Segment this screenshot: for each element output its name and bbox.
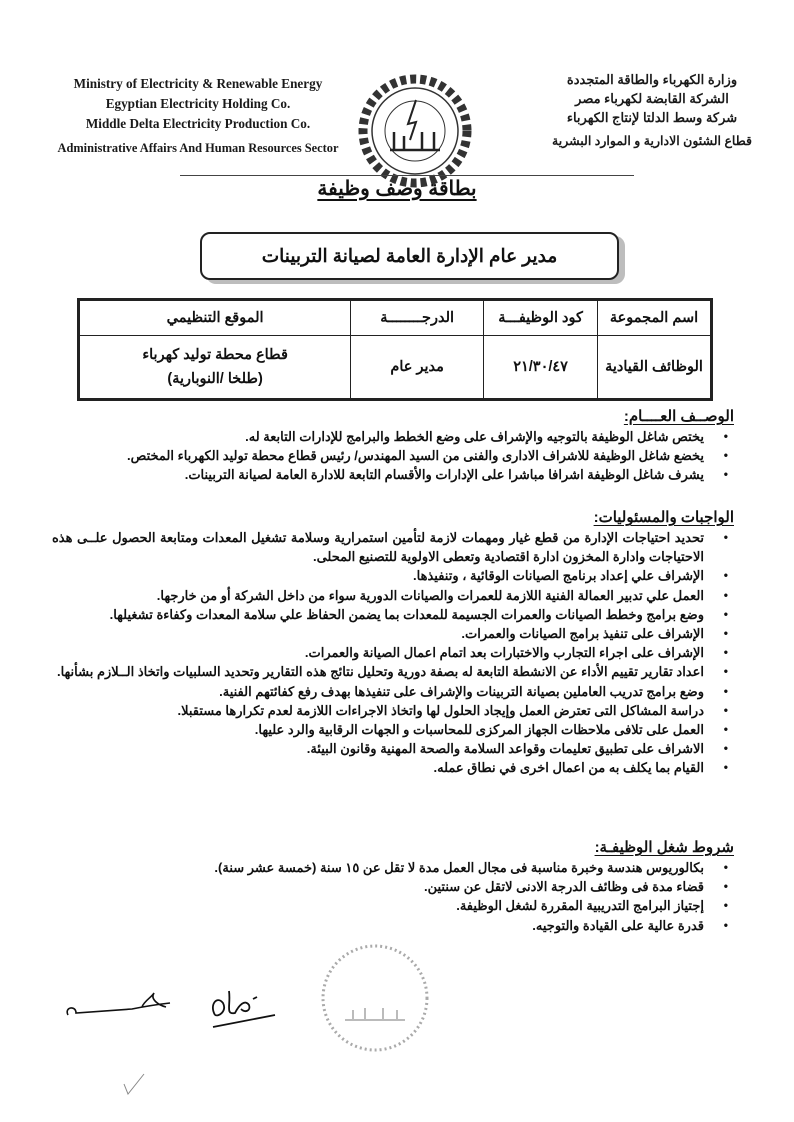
requirements-title: شروط شغل الوظيفـة:: [594, 839, 734, 856]
signature-1-icon: [62, 985, 182, 1025]
sector-name-ar: قطاع الشئون الادارية و الموارد البشرية: [552, 134, 752, 148]
requirements-section: [52, 838, 734, 935]
job-info-table: [77, 298, 713, 401]
location-line-1: قطاع محطة توليد كهرباء: [142, 347, 288, 363]
list-item: • العمل على تلافى ملاحظات الجهاز المركزى للمحاسبات و الجهات الرقابية والرد عليها.: [52, 720, 714, 739]
list-item: • إجتياز البرامج التدريبية المقررة لشغل الوظيفة.: [52, 896, 714, 915]
header-grade: الدرجــــــــة: [351, 300, 484, 336]
duties-title: الواجبات والمسئوليات:: [593, 509, 734, 526]
header-job-code: كود الوظيفـــة: [484, 300, 598, 336]
ministry-name-ar: وزارة الكهرباء والطاقة المتجددة: [566, 72, 738, 87]
list-item: • يشرف شاغل الوظيفة اشرافا مباشرا على الإدارات والأقسام التابعة للادارة العامة لصيانة التربينات.: [52, 465, 714, 484]
requirements-list: [52, 858, 734, 935]
cell-job-code: ٢١/٣٠/٤٧: [484, 336, 598, 400]
signature-2-icon: [205, 985, 285, 1035]
list-item: • القيام بما يكلف به من اعمال اخرى في نطاق عمله.: [52, 758, 714, 777]
holding-company-ar: الشركة القابضة لكهرباء مصر: [575, 91, 729, 106]
job-title-box: [200, 232, 619, 280]
list-item: • الإشراف علي إعداد برنامج الصيانات الوقائية ، وتنفيذها.: [52, 566, 714, 585]
official-stamp-icon: [305, 940, 445, 1060]
list-item: • يختص شاغل الوظيفة بالتوجيه والإشراف على وضع الخطط والبرامج للإدارات التابعة له.: [52, 427, 714, 446]
list-item: • الإشراف على اجراء التجارب والاختبارات بعد اتمام اعمال الصيانة والعمرات.: [52, 643, 714, 662]
list-item: • قدرة عالية على القيادة والتوجيه.: [52, 916, 714, 935]
check-mark-icon: [120, 1070, 150, 1100]
company-logo-icon: [356, 72, 474, 190]
ministry-name-en: Ministry of Electricity & Renewable Energy: [73, 76, 323, 91]
list-item: • قضاء مدة فى وظائف الدرجة الادنى لاتقل عن سنتين.: [52, 877, 714, 896]
list-item: • وضع برامج تدريب العاملين بصيانة التربينات والإشراف على تنفيذها بهدف رفع كفائتهم الفنية.: [52, 682, 714, 701]
table-row: [79, 336, 712, 400]
list-item: • الاشراف على تطبيق تعليمات وقواعد السلامة والصحة المهنية وقانون البيئة.: [52, 739, 714, 758]
list-item: • الإشراف على تنفيذ برامج الصيانات والعمرات.: [52, 624, 714, 643]
general-description-section: [52, 407, 734, 485]
cell-grade: مدير عام: [351, 336, 484, 400]
table-header-row: [79, 300, 712, 336]
header-english: [48, 74, 348, 158]
general-description-title: الوصــف العــــام:: [623, 408, 734, 425]
list-item: • تحديد احتياجات الإدارة من قطع غيار ومهمات لازمة لتأمين استمرارية وسلامة تشغيل المعدات ومتابعة الحصول علــى هذه الاحتياجات وادارة المخزون ادارة اقتصادية وتعطى الاولوية للتصنيع المحلى.: [52, 528, 714, 566]
holding-company-en: Egyptian Electricity Holding Co.: [105, 96, 291, 111]
job-title: مدير عام الإدارة العامة لصيانة التربينات: [261, 245, 558, 266]
duties-section: [52, 508, 734, 778]
list-item: • دراسة المشاكل التى تعترض العمل وإيجاد الحلول لها واتخاذ الاجراءات اللازمة لعدم تكرارها مستقبلا.: [52, 701, 714, 720]
list-item: • اعداد تقارير تقييم الأداء عن الانشطة التابعة له بصفة دورية وتحليل نتائج هذه التقارير وتحديد السلبيات واتخاذ الــلازم بشأنها.: [52, 662, 714, 681]
general-description-list: [52, 427, 734, 485]
list-item: • بكالوريوس هندسة وخبرة مناسبة فى مجال العمل مدة لا تقل عن ١٥ سنة (خمسة عشر سنة).: [52, 858, 714, 877]
list-item: • وضع برامج وخطط الصيانات والعمرات الجسيمة للمعدات بما يضمن الحفاظ علي سلامة المعدات وكفاءة تشغيلها.: [52, 605, 714, 624]
location-line-2: (طلخا /النوبارية): [167, 371, 263, 387]
cell-group-name: الوظائف القيادية: [598, 336, 712, 400]
sector-name-en: Administrative Affairs And Human Resources Sector: [57, 141, 339, 155]
list-item: • العمل علي تدبير العمالة الفنية اللازمة للعمرات والصيانات الدورية سواء من داخل الشركة أو من خارجها.: [52, 586, 714, 605]
production-company-en: Middle Delta Electricity Production Co.: [85, 116, 311, 131]
header-group-name: اسم المجموعة: [598, 300, 712, 336]
card-title: بطاقة وصف وظيفة: [317, 178, 477, 200]
production-company-ar: شركة وسط الدلتا لإنتاج الكهرباء: [566, 110, 738, 125]
header-arabic: [532, 70, 772, 151]
duties-list: [52, 528, 734, 778]
cell-org-location: [79, 336, 351, 400]
header-org-location: الموقع التنظيمي: [79, 300, 351, 336]
list-item: • يخضع شاغل الوظيفة للاشراف الادارى والفنى من السيد المهندس/ رئيس قطاع محطة توليد الكهرباء المختص.: [52, 446, 714, 465]
